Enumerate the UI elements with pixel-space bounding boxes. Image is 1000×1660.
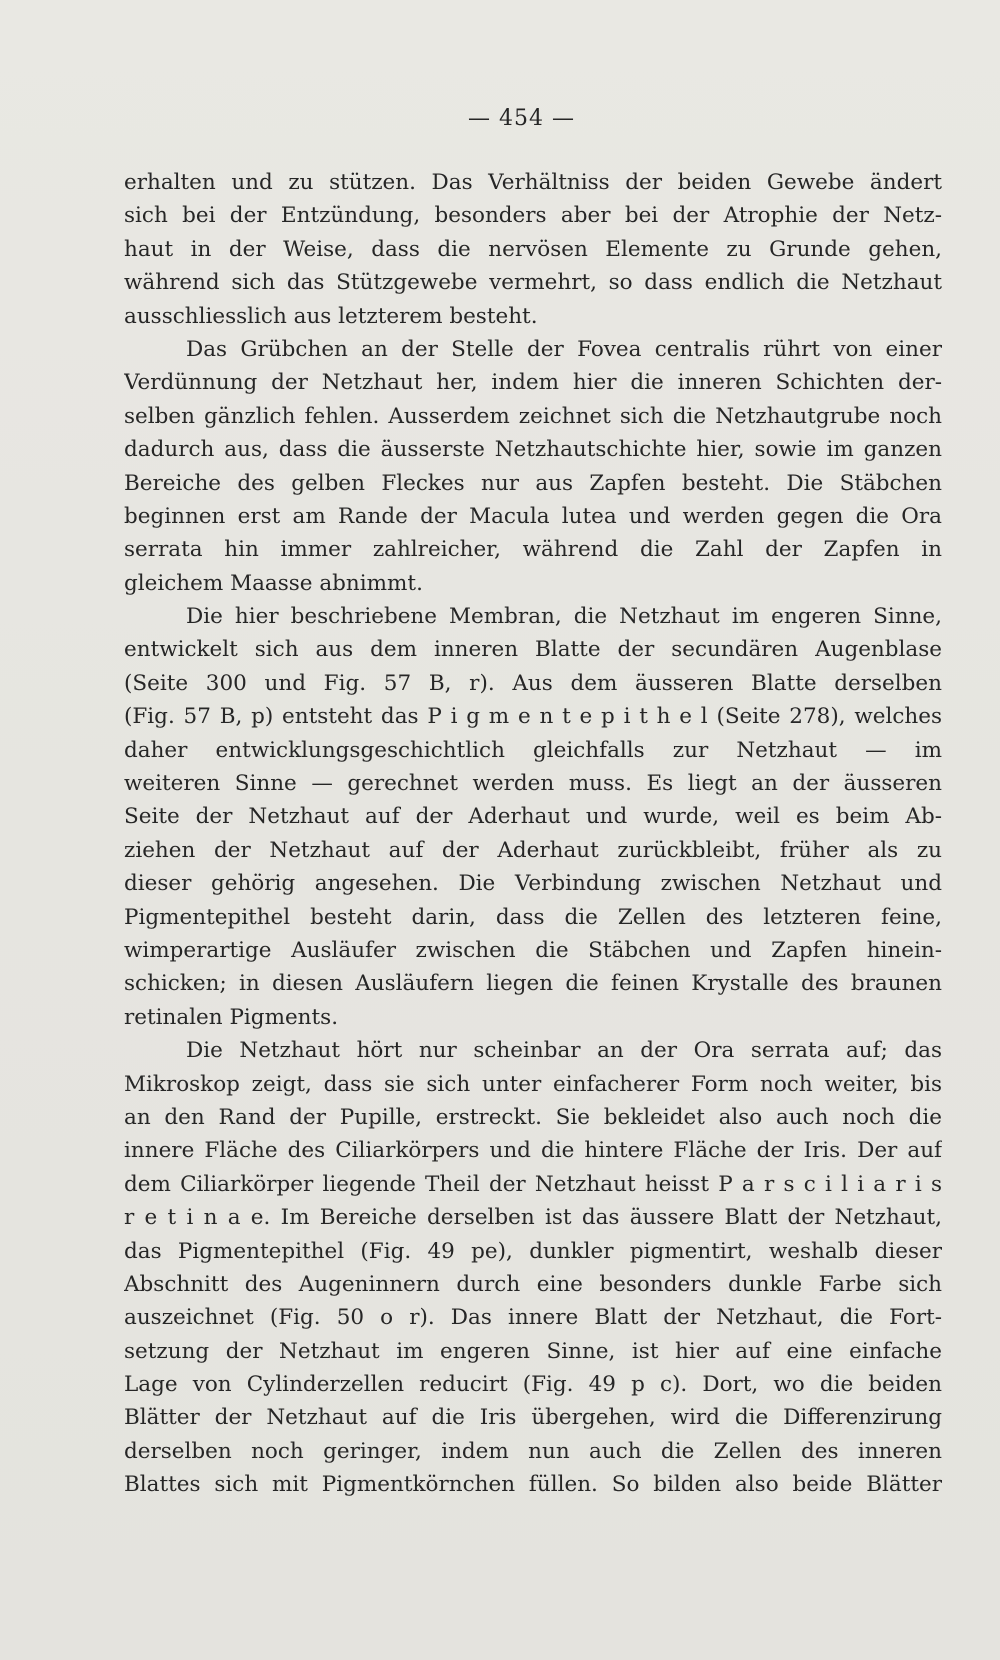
text-line: derselben noch geringer, indem nun auch die Zellen des inneren <box>124 1438 942 1464</box>
text-line: dem Ciliarkörper liegende Theil der Netzhaut heisst P a r s c i l i a r i s <box>124 1171 942 1197</box>
text-line: auszeichnet (Fig. 50 o r). Das innere Blatt der Netzhaut, die Fort- <box>124 1305 942 1331</box>
text-line: (Seite 300 und Fig. 57 B, r). Aus dem äusseren Blatte derselben <box>124 670 942 696</box>
text-line: entwickelt sich aus dem inneren Blatte der secundären Augenblase <box>124 637 942 663</box>
text-line: während sich das Stützgewebe vermehrt, so dass endlich die Netzhaut <box>124 270 942 296</box>
text-line: dieser gehörig angesehen. Die Verbindung zwischen Netzhaut und <box>124 871 942 897</box>
text-line: Blätter der Netzhaut auf die Iris übergehen, wird die Differenzirung <box>124 1405 942 1431</box>
text-line: Die hier beschriebene Membran, die Netzhaut im engeren Sinne, <box>186 604 942 630</box>
text-line: Die Netzhaut hört nur scheinbar an der Ora serrata auf; das <box>186 1038 942 1064</box>
text-line: das Pigmentepithel (Fig. 49 pe), dunkler pigmentirt, weshalb dieser <box>124 1238 942 1264</box>
text-line: daher entwicklungsgeschichtlich gleichfalls zur Netzhaut — im <box>124 737 942 763</box>
text-line: innere Fläche des Ciliarkörpers und die hintere Fläche der Iris. Der auf <box>124 1138 942 1164</box>
text-line: retinalen Pigments. <box>124 1004 339 1030</box>
text-line: Pigmentepithel besteht darin, dass die Zellen des letzteren feine, <box>124 904 942 930</box>
text-line: r e t i n a e. Im Bereiche derselben ist das äussere Blatt der Netzhaut, <box>124 1205 942 1231</box>
text-line: gleichem Maasse abnimmt. <box>124 570 423 596</box>
text-line: selben gänzlich fehlen. Ausserdem zeichnet sich die Netzhautgrube noch <box>124 403 942 429</box>
text-line: beginnen erst am Rande der Macula lutea und werden gegen die Ora <box>124 503 942 529</box>
text-line: Das Grübchen an der Stelle der Fovea centralis rührt von einer <box>186 336 942 362</box>
text-line: erhalten und zu stützen. Das Verhältniss der beiden Gewebe ändert <box>124 170 942 195</box>
text-line: schicken; in diesen Ausläufern liegen die feinen Krystalle des braunen <box>124 971 942 997</box>
text-line: Lage von Cylinderzellen reducirt (Fig. 49 p c). Dort, wo die beiden <box>124 1372 942 1398</box>
text-line: ziehen der Netzhaut auf der Aderhaut zurückbleibt, früher als zu <box>124 837 942 863</box>
text-line: setzung der Netzhaut im engeren Sinne, ist hier auf eine einfache <box>124 1338 942 1364</box>
text-line: weiteren Sinne — gerechnet werden muss. Es liegt an der äusseren <box>124 771 942 797</box>
text-line: (Fig. 57 B, p) entsteht das P i g m e n t e p i t h e l (Seite 278), welches <box>124 704 942 730</box>
text-line: haut in der Weise, dass die nervösen Elemente zu Grunde gehen, <box>124 236 942 262</box>
text-line: an den Rand der Pupille, erstreckt. Sie bekleidet also auch noch die <box>124 1104 942 1130</box>
text-line: ausschliesslich aus letzterem besteht. <box>124 303 538 329</box>
text-line: Bereiche des gelben Fleckes nur aus Zapfen besteht. Die Stäbchen <box>124 470 942 496</box>
text-line: Abschnitt des Augeninnern durch eine besonders dunkle Farbe sich <box>124 1271 942 1297</box>
text-line: serrata hin immer zahlreicher, während die Zahl der Zapfen in <box>124 537 942 563</box>
text-line: Blattes sich mit Pigmentkörnchen füllen. So bilden also beide Blätter <box>124 1472 942 1498</box>
body-text <box>124 166 942 1502</box>
text-line: wimperartige Ausläufer zwischen die Stäbchen und Zapfen hinein- <box>124 937 942 963</box>
text-line: Verdünnung der Netzhaut her, indem hier die inneren Schichten der- <box>124 370 942 396</box>
text-line: Seite der Netzhaut auf der Aderhaut und wurde, weil es beim Ab- <box>124 804 942 830</box>
page-number: — 454 — <box>468 106 575 131</box>
text-line: dadurch aus, dass die äusserste Netzhautschichte hier, sowie im ganzen <box>124 437 942 463</box>
text-line: sich bei der Entzündung, besonders aber bei der Atrophie der Netz- <box>124 203 942 229</box>
text-line: Mikroskop zeigt, dass sie sich unter einfacherer Form noch weiter, bis <box>124 1071 942 1097</box>
